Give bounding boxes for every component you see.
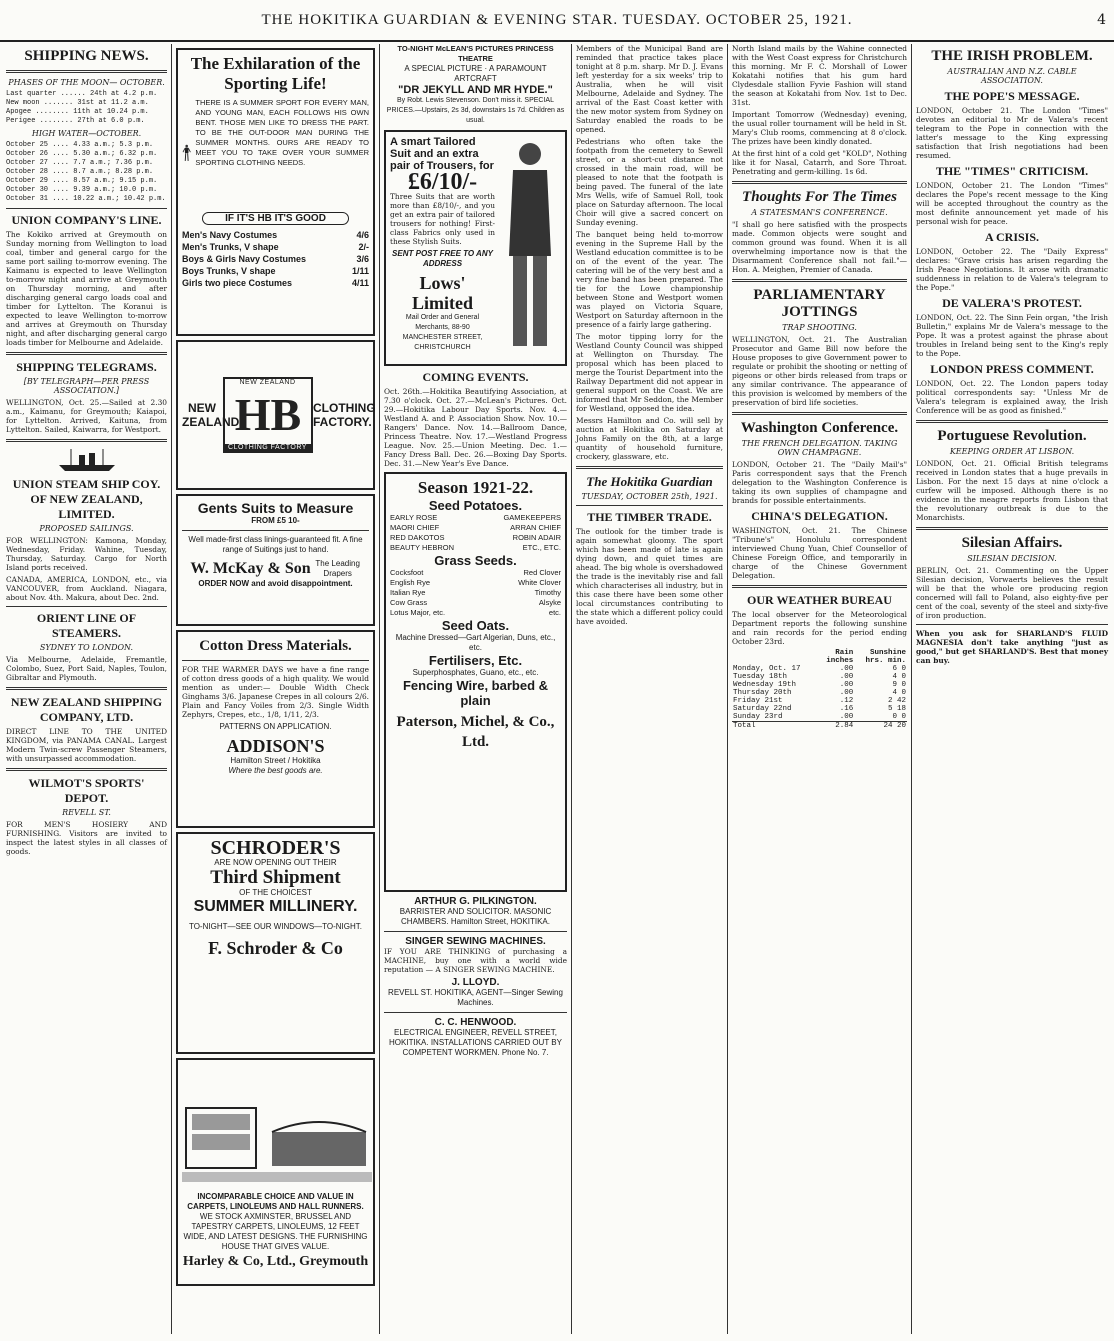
- price-row: [182, 241, 369, 253]
- list-item: [390, 523, 561, 533]
- hb-monogram-icon: [228, 386, 308, 440]
- weather-unit: inches: [826, 657, 854, 665]
- weather-cell: 0 0: [892, 713, 906, 721]
- harley-text: WE STOCK AXMINSTER, BRUSSEL AND TAPESTRY CARPETS, LINOLEUMS, 12 FEET WIDE, AND LATEST DESIGNS. THE FURNISHING HOUSE THAT GIVES VALUE.: [183, 1212, 368, 1251]
- weather-cell: .00: [839, 665, 854, 673]
- union-text: The Kokiko arrived at Greymouth on Sunday morning from Wellington to load coal, timber and general cargo for the same port sailing to-morrow evening. The Kaimanu is expected to leave Wellington to-morrow night and arrive at Greymouth on Thursday morning, and after discharging general cargo loads coal and timber for Lyttelton. The Koranui is expected to leave Wellington to-morrow and arrives at Greymouth on Thursday night, and after discharging general cargo loads timber for Melbourne and Adelaide.: [6, 230, 167, 347]
- gentleman-in-suit-illustration: [499, 136, 561, 356]
- list-item: [390, 513, 561, 523]
- column-local-news: [572, 44, 728, 1334]
- paterson-name: Paterson, Michel, & Co., Ltd.: [396, 714, 555, 750]
- telegrams-text: WELLINGTON, Oct. 25.—Sailed at 2.30 a.m., Kaimanu, for Greymouth; Kaiapoi, for Lyttelton. Arrived, Kaituna, from Lyttelton. Sailed, Kaiwarra, for Westport.: [6, 398, 167, 434]
- schroder-title: SCHRODER'S: [210, 837, 341, 859]
- hb-logo-top: NEW ZEALAND: [239, 379, 296, 386]
- mckay-name: W. McKay & Son: [190, 560, 311, 577]
- weather-total-cell: Total: [733, 722, 756, 730]
- weather-cell: .00: [839, 681, 854, 689]
- seed-potatoes-list: [390, 513, 561, 553]
- orient-sub: SYDNEY TO LONDON.: [39, 643, 134, 652]
- price-item: Men's Navy Costumes: [182, 230, 278, 240]
- seed-potatoes-heading: Seed Potatoes.: [428, 498, 523, 513]
- list-item-right: ETC., ETC.: [522, 543, 561, 552]
- weather-total-cell: 24 20: [883, 722, 906, 730]
- list-item-left: Cocksfoot: [390, 568, 424, 577]
- china-heading: CHINA'S DELEGATION.: [751, 509, 888, 523]
- hb-badge: IF IT'S HB IT'S GOOD: [202, 212, 349, 225]
- list-item: [390, 568, 561, 578]
- lows-tailored-suit-ad: [384, 130, 567, 366]
- addison-place: Hamilton Street / Hokitika: [230, 756, 321, 765]
- usscc-sub: PROPOSED SAILINGS.: [39, 524, 134, 533]
- jekyll-details: By Robt. Lewis Stevenson. Don't miss it. SPECIAL PRICES.—Upstairs, 2s 3d, downstairs 1s 7d. Children as usual.: [386, 97, 565, 124]
- pilkington-name: ARTHUR G. PILKINGTON.: [414, 896, 537, 907]
- guardian-nameplate: The Hokitika Guardian: [586, 474, 713, 489]
- fertilisers-text: Superphosphates, Guano, etc., etc.: [412, 668, 539, 677]
- seeds-ad: [384, 472, 567, 892]
- list-item-right: ARRAN CHIEF: [510, 523, 561, 532]
- weather-cell: .00: [839, 689, 854, 697]
- weather-cell: 6 0: [892, 665, 906, 673]
- parliament-text: WELLINGTON, Oct. 21. The Australian Prosecutor and Game Bill now before the House proposes to give Government power to regulate or prohibit the shooting or netting of pigeons or other birds released from traps or any similar contrivance. The appearance of this provision is welcomed by members of the preservation of bird life societies.: [732, 335, 907, 407]
- weather-row: [732, 673, 907, 681]
- column-advertisements: [172, 44, 380, 1334]
- devalera-heading: DE VALERA'S PROTEST.: [942, 296, 1082, 310]
- parliament-sub: TRAP SHOOTING.: [782, 323, 857, 332]
- list-item-left: Lotus Major, etc.: [390, 608, 446, 617]
- weather-cell: .00: [839, 673, 854, 681]
- portugal-sub: KEEPING ORDER AT LISBON.: [949, 447, 1075, 456]
- washington-heading: Washington Conference.: [740, 420, 899, 436]
- lloyd-details: REVELL ST. HOKITIKA, AGENT—Singer Sewing Machines.: [388, 988, 563, 1007]
- weather-unit: hrs. min.: [865, 657, 906, 665]
- usscc-heading: UNION STEAM SHIP COY. OF NEW ZEALAND, LIMITED.: [12, 477, 161, 521]
- local-news-4: The motor tipping lorry for the Westland County Council was shipped at Wellington on Thursday. The proposal which has been placed to merge the Tourist Department into the Railway Department did not appear in general support on the Coast. We are informed that Mr Seddon, the Member for Westland, opposed the idea.: [576, 332, 723, 413]
- price-value: 4/6: [356, 230, 369, 240]
- price-item: Men's Trunks, V shape: [182, 242, 279, 252]
- portugal-text: LONDON, Oct. 21. Official British telegrams received in London states that a huge prevails in Lisbon. For the next 15 days at nine o'clock a curfew will be imposed. Although there is no evidence in the meagre reports from Lisbon that the revolutionary outbreak is due to the Monarchists.: [916, 459, 1108, 522]
- hb-right-text: CLOTHING FACTORY.: [313, 401, 376, 429]
- list-item-left: EARLY ROSE: [390, 513, 438, 522]
- silesian-sub: SILESIAN DECISION.: [967, 554, 1057, 563]
- weather-cell: .16: [839, 705, 854, 713]
- schroder-line3: OF THE CHOICEST: [239, 888, 312, 897]
- general-news-1: North Island mails by the Wahine connected with the West Coast express for Christchurch this morning. Mr F. C. Morshall of Lower Kokatahi notifies that his gum hard Clydesdale stallion Fyvie Fashion will stand the season at Kokatahi from Nov. 1st to Dec. 31st.: [732, 44, 907, 107]
- silesian-text: BERLIN, Oct. 21. Commenting on the Upper Silesian decision, Vorwaerts believes the result will be that the whole ore producing region concerned will fall to Poland, also eighty-five per cent of the coal, seventy of the steel and sixty-five of iron production.: [916, 566, 1108, 620]
- list-item-right: Red Clover: [523, 568, 561, 577]
- wilmot-heading: WILMOT'S SPORTS' DEPOT.: [28, 776, 145, 805]
- weather-cell: .12: [839, 697, 854, 705]
- price-row: [182, 277, 369, 289]
- list-item-left: MAORI CHIEF: [390, 523, 440, 532]
- weather-cell: Monday, Oct. 17: [733, 665, 801, 673]
- list-item-left: English Rye: [390, 578, 431, 587]
- crisis-text: LONDON, October 22. The "Daily Express" declares: "Grave crisis has arisen regarding the Irish Peace Negotiations. It arose with dramatic suddenness in relation to de Valera's telegram to the Pope.": [916, 247, 1108, 292]
- price-value: 2/-: [358, 242, 369, 252]
- moon-phases: Last quarter ...... 24th at 4.2 p.m. New moon ....... 31st at 11.2 a.m. Apogee ........ 11th at 10.24 p.m. Perigee ........ 27th at 6.0 p.m.: [6, 90, 158, 125]
- cotton-text: FOR THE WARMER DAYS we have a fine range of cotton dress goods of a high quality. We would mention as under:— Double Width Check Ginghams 3/6. Japanese Crepes in all colours 2/6. Plain and Fancy Voiles from 2/3. Single Width Zephyrs, Crepes, etc., 1/8, 1/11, 2/3.: [182, 665, 369, 719]
- henwood-details: ELECTRICAL ENGINEER, REVELL STREET, HOKITIKA. INSTALLATIONS CARRIED OUT BY COMPETENT WORKMEN. Phone No. 7.: [389, 1028, 562, 1057]
- svg-text:HB: HB: [234, 389, 301, 440]
- usscc-text: FOR WELLINGTON: Kamona, Monday, Wednesday, Friday. Wahine, Tuesday, Thursday, Saturday. Cargo for North Island ports received.: [6, 536, 167, 572]
- events-heading: COMING EVENTS.: [422, 370, 529, 384]
- schroder-name: F. Schroder & Co: [208, 938, 343, 958]
- lows-price: £6/10/-: [407, 169, 478, 195]
- hb-logo: [223, 377, 313, 453]
- grass-seeds-heading: Grass Seeds.: [434, 553, 517, 568]
- weather-unit: [732, 657, 818, 665]
- weather-intro: The local observer for the Meteorological Department reports the following sunshine and rain records for the period ending October 23rd.: [732, 610, 907, 646]
- column-cables: [912, 44, 1112, 1334]
- weather-col: Rain: [835, 649, 854, 657]
- gents-text: Well made-first class linings-guaranteed fit. A fine range of Suitings just to hand.: [188, 535, 363, 554]
- hb-left-text: NEW ZEALAND: [182, 401, 240, 429]
- cotton-patterns: PATTERNS ON APPLICATION.: [219, 722, 332, 731]
- price-item: Boys & Girls Navy Costumes: [182, 254, 307, 264]
- weather-cell: Saturday 22nd: [733, 705, 792, 713]
- price-item: Girls two piece Costumes: [182, 278, 293, 288]
- furniture-illustration: [182, 1068, 372, 1188]
- silesian-heading: Silesian Affairs.: [961, 535, 1063, 551]
- weather-cell: 9 0: [892, 681, 906, 689]
- swimmer-illustration: [182, 98, 191, 208]
- weather-row: [732, 713, 907, 722]
- mckay-trade: The Leading Drapers: [315, 559, 360, 578]
- parliament-heading: PARLIAMENTARY JOTTINGS: [753, 287, 886, 320]
- press-heading: LONDON PRESS COMMENT.: [930, 362, 1094, 376]
- wilmot-text: FOR MEN'S HOSIERY AND FURNISHING. Visitors are invited to inspect the latest styles in all classes of goods.: [6, 820, 167, 856]
- price-list: [182, 229, 369, 289]
- column-general-news: [728, 44, 912, 1334]
- sporting-ad-text: THERE IS A SUMMER SPORT FOR EVERY MAN, AND YOUNG MAN, EACH FOLLOWS HIS OWN BENT. THOSE MEN LIKE TO DRESS THE PART. TO BE THE OUT-DOOR MAN DURING THE SUMMER MONTHS. OURS ARE READY TO MEET YOU TO TAKE OVER YOUR SUMMER SPORTING CLOTHING NEEDS.: [195, 98, 369, 167]
- portugal-heading: Portuguese Revolution.: [937, 428, 1087, 444]
- thoughts-text: "I shall go here satisfied with the prospects made. Common objects were sought and common ground was found. When it is all overwhelming importance now is that the Disarmament Conference shall not fail."—Hon. A. Meighen, Premier of Canada.: [732, 220, 907, 274]
- general-news-2: Important Tomorrow (Wednesday) evening, the usual roller tournament will be held in St. Mary's Club rooms, commencing at 8 o'clock. The prizes have been kindly donated.: [732, 110, 907, 146]
- jekyll-title: "DR JEKYLL AND MR HYDE.": [398, 84, 553, 96]
- weather-header-row: [732, 649, 907, 657]
- timber-heading: THE TIMBER TRADE.: [587, 510, 712, 524]
- singer-heading: SINGER SEWING MACHINES.: [405, 936, 546, 947]
- price-row: [182, 265, 369, 277]
- high-water-heading: HIGH WATER—OCTOBER.: [31, 129, 142, 138]
- pilkington-details: BARRISTER AND SOLICITOR. MASONIC CHAMBERS. Hamilton Street, HOKITIKA.: [399, 907, 552, 926]
- newspaper-title: THE HOKITIKA GUARDIAN & EVENING STAR. TUESDAY. OCTOBER 25, 1921.: [261, 12, 853, 28]
- weather-cell: .00: [839, 713, 854, 721]
- addison-name: ADDISON'S: [226, 736, 325, 756]
- harley-name: Harley & Co, Ltd., Greymouth: [182, 1254, 369, 1269]
- hb-logo-bottom: CLOTHING FACTORY: [225, 444, 311, 451]
- list-item: [390, 533, 561, 543]
- weather-col: Sunshine: [869, 649, 906, 657]
- list-item: [390, 578, 561, 588]
- general-news-3: At the first hint of a cold get "KOLD", Nothing like it for Nasal, Catarrh, and Sore Throat. Penetrating and germ-killing. 1s 6d.: [732, 149, 907, 176]
- weather-row: [732, 689, 907, 697]
- irish-heading: THE IRISH PROBLEM.: [931, 48, 1093, 64]
- china-text: WASHINGTON, Oct. 21. The Chinese "Tribune's" Honolulu correspondent interviewed Chung Yuan, Chief Counsellor of Chinese Foreign Office, and temporarily in charge of the Chinese Government Delegation.: [732, 526, 907, 580]
- hb-sporting-ad: [176, 48, 375, 336]
- weather-cell: Sunday 23rd: [733, 713, 783, 721]
- thoughts-heading: Thoughts For The Times: [742, 189, 897, 205]
- weather-total-row: [732, 722, 907, 731]
- list-item-left: RED DAKOTOS: [390, 533, 445, 542]
- list-item-right: Alsyke: [538, 598, 561, 607]
- weather-col: [732, 649, 818, 657]
- addison-cotton-ad: [176, 630, 375, 828]
- thoughts-sub: A STATESMAN'S CONFERENCE.: [751, 208, 888, 217]
- schroder-line1: ARE NOW OPENING OUT THEIR: [214, 858, 337, 867]
- lloyd-name: J. LLOYD.: [451, 977, 500, 988]
- singer-text: IF YOU ARE THINKING of purchasing a MACHINE, buy one with a world wide reputation — A SINGER SEWING MACHINE.: [384, 947, 567, 974]
- column-shipping: [2, 44, 172, 1334]
- local-news-5: Messrs Hamilton and Co. will sell by auction at Hokitika on Saturday at Johns Family on the 8th, at a large quantity of household furniture, crockery, glassware, etc.: [576, 416, 723, 461]
- list-item: [390, 598, 561, 608]
- lows-address: Mail Order and General Merchants, 88-90 MANCHESTER STREET, CHRISTCHURCH: [402, 314, 483, 351]
- weather-row: [732, 697, 907, 705]
- price-value: 1/11: [351, 266, 369, 276]
- weather-heading: OUR WEATHER BUREAU: [747, 593, 892, 607]
- list-item-left: Cow Grass: [390, 598, 428, 607]
- weather-cell: Thursday 20th: [733, 689, 792, 697]
- devalera-text: LONDON, Oct. 22. The Sinn Fein organ, "the Irish Bulletin," explains Mr de Valera's message to the Pope. It was a protest against the phrase about troubles in Ireland being sent to the King's reply to the Pope.: [916, 313, 1108, 358]
- mckay-order: ORDER NOW and avoid disappointment.: [198, 579, 353, 588]
- union-heading: UNION COMPANY'S LINE.: [11, 213, 162, 227]
- fencing-heading: Fencing Wire, barbed & plain: [402, 678, 549, 708]
- sporting-ad-title: The Exhilaration of the Sporting Life!: [190, 54, 361, 93]
- list-item-right: etc.: [548, 608, 561, 617]
- weather-cell: Tuesday 18th: [733, 673, 788, 681]
- masthead: [0, 0, 1114, 42]
- nzsc-heading: NEW ZEALAND SHIPPING COMPANY, LTD.: [10, 695, 163, 724]
- season-heading: Season 1921-22.: [417, 478, 534, 497]
- jekyll-sub: A SPECIAL PICTURE · A PARAMOUNT ARTCRAFT: [404, 64, 547, 83]
- weather-cell: 2 42: [887, 697, 906, 705]
- moon-heading: PHASES OF THE MOON— OCTOBER.: [8, 78, 165, 87]
- high-water-table: October 25 .... 4.33 a.m.; 5.3 p.m. October 26 .... 5.30 a.m.; 6.32 p.m. October 27 .... 7.7 a.m.; 7.36 p.m. October 28 .... 8.7 a.m.; 8.28 p.m. October 29 .... 8.57 a.m.; 9.15 p.m. October 30 .... 9.39 a.m.; 10.0 p.m. October 31 .... 10.22 a.m.; 10.42 p.m.: [6, 141, 166, 203]
- local-news-3: The banquet being held to-morrow evening in the Supreme Hall by the Westland education committee is to be on of the event of the year. The catering will be of the very best and a very fine band has been prepared. The tie for the Lowe championship between Stone and Westport women was played on Victoria Square, Westport on Saturday afternoon in the presence of a fairly large gathering.: [576, 230, 723, 329]
- seed-oats-text: Machine Dressed—Gart Algerian, Duns, etc., etc.: [395, 633, 556, 652]
- addison-tag: Where the best goods are.: [228, 766, 323, 775]
- list-item-right: White Clover: [518, 578, 561, 587]
- cotton-title: Cotton Dress Materials.: [199, 638, 352, 654]
- schroder-millinery-ad: [176, 832, 375, 1054]
- weather-cell: 4 0: [892, 689, 906, 697]
- weather-cell: Wednesday 19th: [733, 681, 797, 689]
- gents-from: FROM £5 10-: [251, 516, 300, 525]
- popes-heading: THE POPE'S MESSAGE.: [944, 89, 1080, 103]
- lows-text: Three Suits that are worth more than £8/10/-, and you get an extra pair of tailored trousers for nothing! First-class Fabrics only used in these Stylish Suits.: [390, 192, 495, 246]
- telegrams-sub: [BY TELEGRAPH—PER PRESS ASSOCIATION.]: [23, 377, 150, 395]
- seed-oats-heading: Seed Oats.: [441, 618, 510, 633]
- schroder-line2: Third Shipment: [210, 867, 341, 888]
- weather-units-row: [732, 657, 907, 665]
- mckay-suits-ad: [176, 494, 375, 626]
- list-item-right: GAMEKEEPERS: [503, 513, 561, 522]
- sharland-ad-text: When you ask for SHARLAND'S FLUID MAGNESIA don't take anything "just as good," but get SHARLAND'S. Best that money can buy.: [916, 629, 1108, 665]
- fertilisers-heading: Fertilisers, Etc.: [428, 653, 523, 668]
- harley-carpets-ad: [176, 1058, 375, 1286]
- page-number: 4: [1097, 12, 1106, 28]
- weather-table: [732, 649, 907, 730]
- henwood-name: C. C. HENWOOD.: [434, 1017, 517, 1028]
- timber-text: The outlook for the timber trade is again somewhat gloomy. The sport which has been made of late is again dying down, and quiet times are ahead. The big whole is overshadowed the trade is the inevitably rise and fall which characterises all industry, but in this case there have been some other local circumstances contributing to the state which a different policy could have avoided.: [576, 527, 723, 626]
- price-value: 3/6: [356, 254, 369, 264]
- price-value: 4/11: [351, 278, 369, 288]
- telegrams-heading: SHIPPING TELEGRAMS.: [16, 360, 157, 374]
- gents-title: Gents Suits to Measure: [197, 500, 354, 516]
- weather-cell: 4 0: [892, 673, 906, 681]
- washington-sub: THE FRENCH DELEGATION. TAKING OWN CHAMPAGNE.: [741, 439, 898, 457]
- list-item: [390, 608, 561, 618]
- times-text: LONDON, October 21. The London "Times" declares the Pope's recent message to the King will be accepted throughout the country as the most definite announcement yet made of his personal wish for peace.: [916, 181, 1108, 226]
- lows-head: A smart Tailored Suit and an extra pair of Trousers, for: [390, 136, 494, 172]
- list-item-left: BEAUTY HEBRON: [390, 543, 455, 552]
- local-news-2: Pedestrians who often take the footpath from the cemetery to Sewell street, or a short-cut distance not crossed in the main road, will be pleased to note that the footpath is being paved. The funeral of the late Mrs Wells, wife of Samuel Roll, took place on Saturday afternoon. The local Choir will give a sacred concert on Sunday evening.: [576, 137, 723, 227]
- weather-cell: 5 18: [887, 705, 906, 713]
- weather-cell: Friday 21st: [733, 697, 783, 705]
- price-row: [182, 229, 369, 241]
- steamship-illustration: [57, 447, 117, 473]
- lows-name: Lows' Limited: [412, 273, 473, 313]
- list-item: [390, 543, 561, 553]
- washington-text: LONDON, October 21. The "Daily Mail's" Paris correspondent says that the French delegation to the Washington Conference is taking its own supplies of champagne and brands for possible entertainments.: [732, 460, 907, 505]
- weather-row: [732, 681, 907, 689]
- weather-row: [732, 705, 907, 713]
- events-list: Oct. 26th.—Hokitika Beautifying Association, at 7.30 o'clock. Oct. 27.—McLean's Pictures. Oct. 29.—Hokitika Labour Day Sports. Nov. 4.—Westland A. and P. Association Show. Nov. 10.—Rangers' Dance. Nov. 14.—Ballroom Dance, Princess Theatre. Nov. 17.—Westland Progress League. Nov. 25.—Union Meeting. Dec. 1.—Fancy Dress Ball. Dec. 26.—Boxing Day Sports. Dec. 31.—New Year's Eve Dance.: [384, 387, 567, 468]
- theatre-header: TO-NIGHT McLEAN'S PICTURES PRINCESS THEATRE: [397, 44, 554, 63]
- list-item-right: Timothy: [534, 588, 561, 597]
- canada-text: CANADA, AMERICA, LONDON, etc., via VANCOUVER, from Auckland. Niagara, about Nov. 4th. Makura, about Dec. 2nd.: [6, 575, 167, 602]
- popes-text: LONDON, October 21. The London "Times" devotes an editorial to Mr de Valera's recent telegram to the Pope in connection with the latter's message to the King expressing satisfaction that Irish negotiations had been resumed.: [916, 106, 1108, 160]
- schroder-line4: SUMMER MILLINERY.: [193, 898, 358, 915]
- orient-text: Via Melbourne, Adelaide, Fremantle, Colombo, Suez, Port Said, Naples, Toulon, Gibraltar and Plymouth.: [6, 655, 167, 682]
- weather-row: [732, 665, 907, 673]
- nzsc-text: DIRECT LINE TO THE UNITED KINGDOM, via PANAMA CANAL. Largest Modern Twin-screw Passenger Steamers, with unsurpassed accommodation.: [6, 727, 167, 763]
- list-item-right: ROBIN ADAIR: [512, 533, 561, 542]
- price-row: [182, 253, 369, 265]
- weather-total-cell: 2.84: [835, 722, 854, 730]
- guardian-date: TUESDAY, OCTOBER 25th, 1921.: [581, 492, 718, 501]
- local-news-1: Members of the Municipal Band are reminded that practice takes place tonight at 8 p.m. sharp. Mr D. J. Evans left yesterday for a six weeks' trip to Australia, when he will visit Melbourne, Adelaide and Sydney. The arrival of the East Coast ketter with the new motor system from Sydney on Saturday enabled the roads to be opened.: [576, 44, 723, 134]
- shipping-heading: SHIPPING NEWS.: [24, 48, 149, 64]
- list-item: [390, 588, 561, 598]
- crisis-heading: A CRISIS.: [984, 230, 1040, 244]
- harley-tag: INCOMPARABLE CHOICE AND VALUE IN CARPETS, LINOLEUMS AND HALL RUNNERS.: [187, 1192, 364, 1211]
- list-item-left: Italian Rye: [390, 588, 426, 597]
- times-heading: THE "TIMES" CRITICISM.: [935, 164, 1089, 178]
- hb-clothing-factory-ad: [176, 340, 375, 490]
- wilmot-sub: REVELL ST.: [62, 808, 111, 817]
- column-ads-events: [380, 44, 572, 1334]
- orient-heading: ORIENT LINE OF STEAMERS.: [36, 611, 137, 640]
- schroder-line5: TO-NIGHT—SEE OUR WINDOWS—TO-NIGHT.: [188, 922, 363, 931]
- irish-sub: AUSTRALIAN AND N.Z. CABLE ASSOCIATION.: [947, 67, 1077, 85]
- lows-sent: SENT POST FREE TO ANY ADDRESS: [392, 249, 493, 268]
- press-text: LONDON, Oct. 22. The London papers today political correspondents say: "Unless Mr de Valera's telegram is explained away, the Irish Conference will be as good as finished.": [916, 379, 1108, 415]
- grass-seeds-list: [390, 568, 561, 618]
- price-item: Boys Trunks, V shape: [182, 266, 276, 276]
